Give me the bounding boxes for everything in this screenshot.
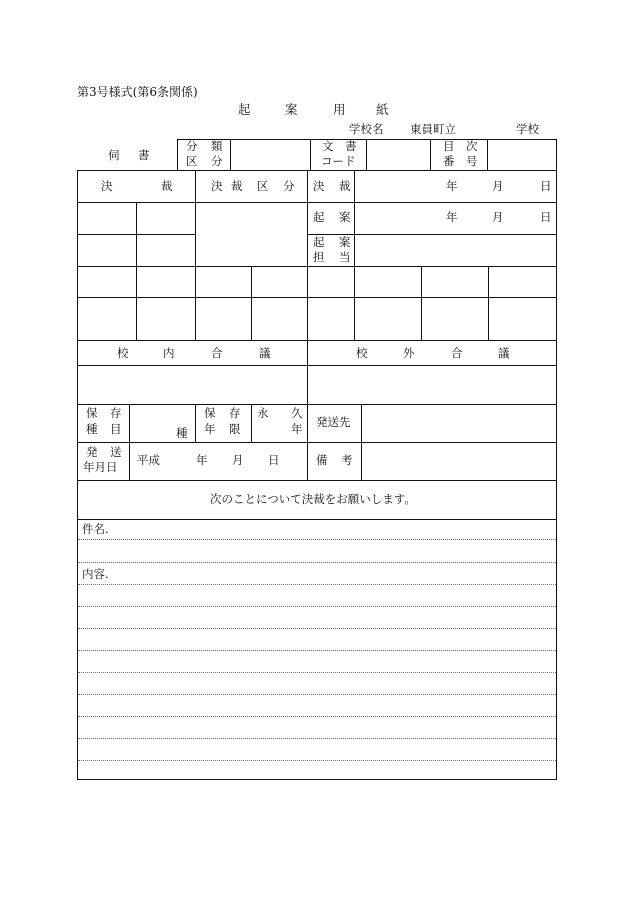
- kogai-gougi-char: 合: [451, 346, 463, 360]
- kian-char: 起: [313, 210, 325, 224]
- date-month: 月: [492, 179, 504, 193]
- kessai-char: 裁: [161, 179, 173, 193]
- mokuji-char: 次: [466, 139, 478, 153]
- kubun-char: 分: [283, 179, 295, 193]
- hasso-char: 送: [110, 445, 122, 459]
- date-year: 年: [196, 453, 208, 467]
- title-char: 用: [333, 102, 346, 117]
- mokuji-char: 号: [466, 154, 478, 168]
- kogai-gougi-char: 外: [403, 346, 415, 360]
- konai-gougi-char: 合: [211, 346, 223, 360]
- hozon-nengen-char: 存: [229, 406, 241, 420]
- hozon-shumoku-char: 種: [86, 422, 98, 436]
- hozon-shumoku-char: 目: [110, 422, 122, 436]
- bunrui-char: 区: [186, 154, 198, 168]
- bunsho-char: 書: [345, 139, 357, 153]
- kubun-char: 区: [257, 179, 269, 193]
- hasso-nengappi: 年月日: [83, 460, 118, 474]
- kessai-col-char: 裁: [339, 179, 351, 193]
- kessai-col-char: 決: [313, 179, 325, 193]
- kian-tanto-char: 案: [339, 235, 351, 249]
- date-day: 日: [540, 179, 552, 193]
- bunsho-code: コード: [321, 154, 356, 168]
- kubun-char: 裁: [231, 179, 243, 193]
- era-label: 平成: [137, 453, 160, 467]
- date-month: 月: [492, 210, 504, 224]
- shu-suffix: 種: [176, 426, 188, 440]
- mokuji-char: 番: [443, 154, 455, 168]
- eikyu-char: 永: [257, 406, 269, 420]
- school-label: 学校名: [349, 122, 384, 136]
- konai-gougi-char: 内: [163, 346, 175, 360]
- konai-gougi-char: 校: [117, 346, 129, 360]
- title-char: 起: [238, 102, 251, 117]
- kogai-gougi-char: 議: [498, 346, 510, 360]
- biko-char: 考: [341, 453, 353, 467]
- konai-gougi-char: 議: [259, 346, 271, 360]
- hozon-nengen-char: 限: [229, 422, 241, 436]
- eikyu-char: 久: [291, 406, 303, 420]
- kessai-char: 決: [101, 179, 113, 193]
- hassosaki-label: 発送先: [316, 415, 351, 429]
- ukagaisho-char: 伺: [108, 148, 120, 162]
- request-text: 次のことについて決裁をお願いします。: [210, 492, 416, 506]
- bunrui-char: 類: [211, 139, 223, 153]
- naiyo-label: 内容.: [82, 567, 109, 581]
- hozon-shumoku-char: 保: [86, 406, 98, 420]
- kian-tanto-char: 担: [313, 250, 325, 264]
- date-day: 日: [268, 453, 280, 467]
- date-day: 日: [540, 210, 552, 224]
- hozon-nengen-char: 年: [204, 422, 216, 436]
- kian-tanto-char: 起: [313, 235, 325, 249]
- kogai-gougi-char: 校: [356, 346, 368, 360]
- kian-tanto-char: 当: [339, 250, 351, 264]
- form-number: 第3号様式(第6条関係): [77, 85, 198, 99]
- title-char: 案: [285, 102, 298, 117]
- hasso-char: 発: [86, 445, 98, 459]
- kubun-char: 決: [211, 179, 223, 193]
- date-year: 年: [446, 179, 458, 193]
- date-year: 年: [446, 210, 458, 224]
- kenmei-label: 件名.: [82, 522, 109, 536]
- bunsho-char: 文: [322, 139, 334, 153]
- nen-suffix: 年: [291, 422, 303, 436]
- biko-char: 備: [316, 453, 328, 467]
- bunrui-char: 分: [186, 139, 198, 153]
- school-town: 東員町立: [410, 122, 456, 136]
- title-char: 紙: [376, 102, 389, 117]
- school-suffix: 学校: [516, 122, 539, 136]
- date-month: 月: [232, 453, 244, 467]
- hozon-shumoku-char: 存: [110, 406, 122, 420]
- bunrui-char: 分: [211, 154, 223, 168]
- kian-char: 案: [339, 210, 351, 224]
- form-title: [238, 104, 388, 118]
- hozon-nengen-char: 保: [204, 406, 216, 420]
- mokuji-char: 目: [443, 139, 455, 153]
- ukagaisho-char: 書: [138, 148, 150, 162]
